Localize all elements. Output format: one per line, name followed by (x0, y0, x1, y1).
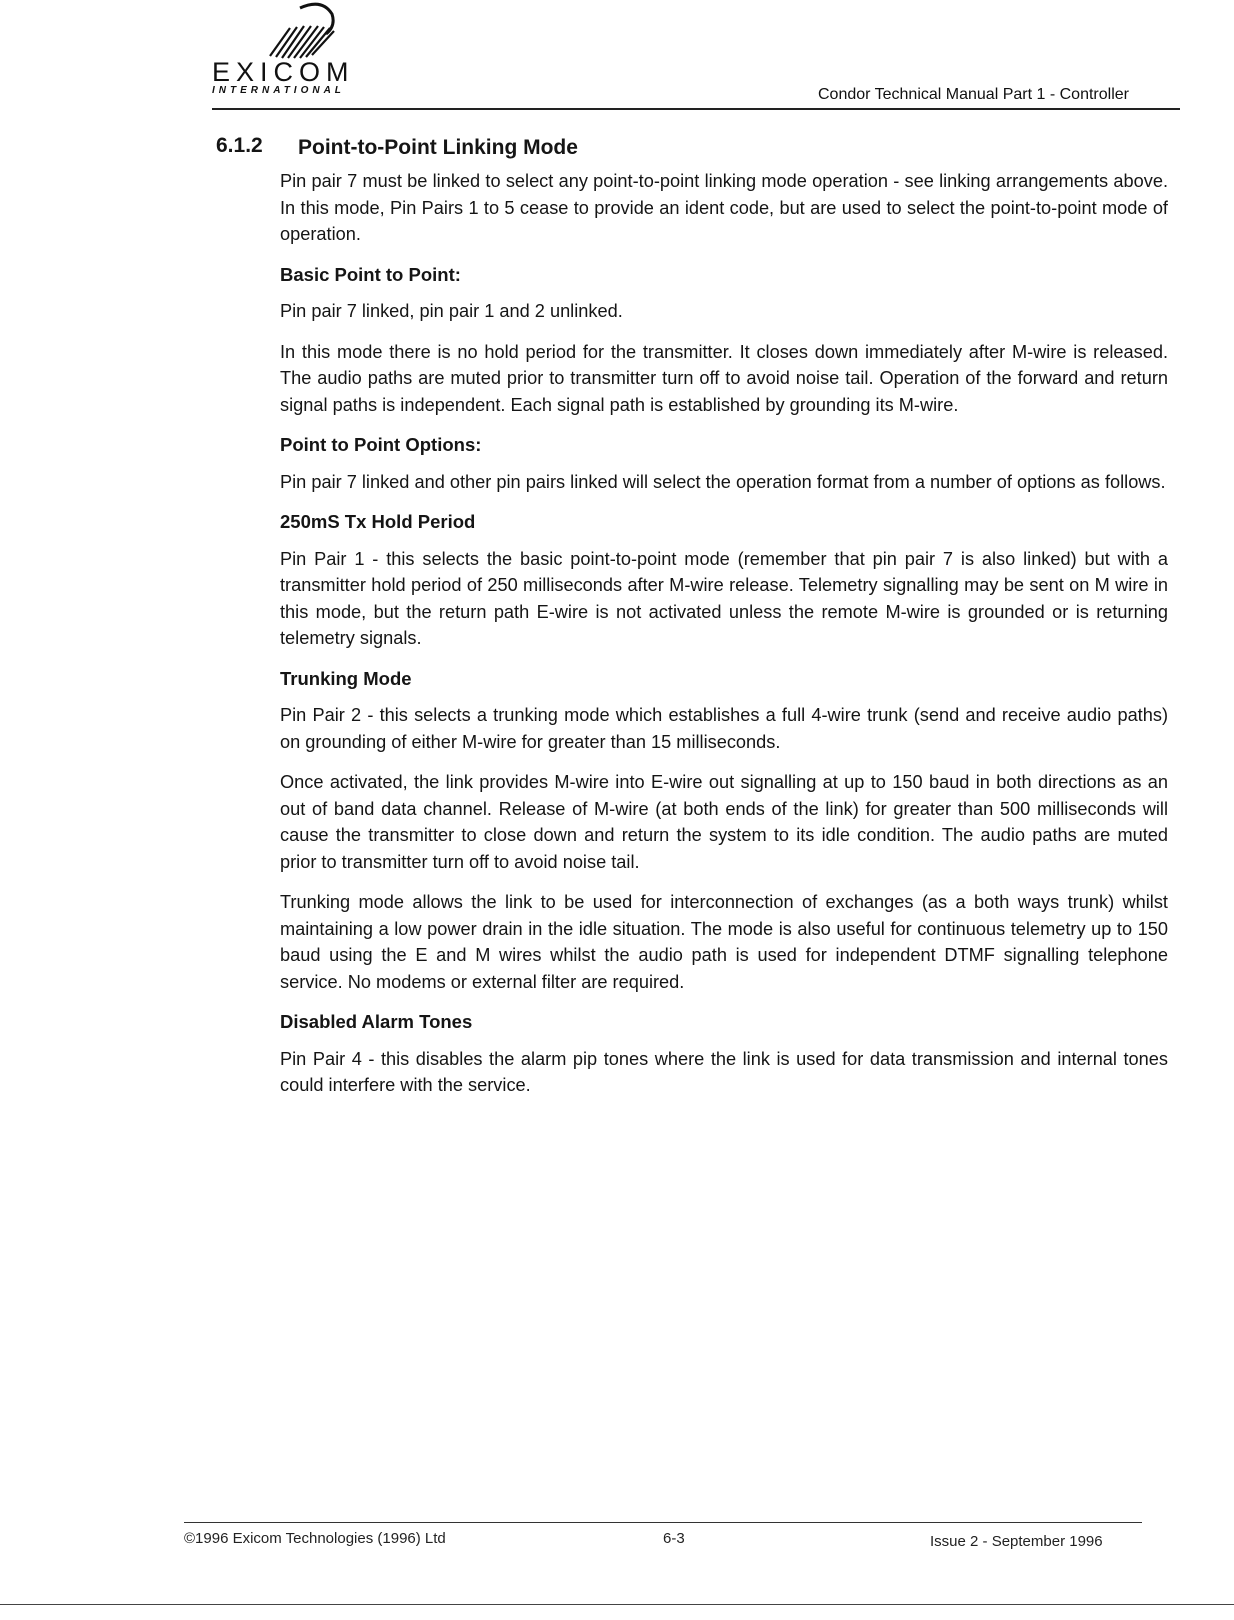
exicom-logo (212, 0, 382, 100)
basic-heading: Basic Point to Point: (280, 263, 461, 285)
section-title: Point-to-Point Linking Mode (298, 136, 578, 159)
header-divider (212, 108, 1180, 110)
section-number: 6.1.2 (216, 134, 263, 157)
basic-paragraph-1: Pin pair 7 linked, pin pair 1 and 2 unlinked. (280, 301, 623, 321)
options-heading: Point to Point Options: (280, 434, 482, 455)
scan-edge-line (0, 1604, 1234, 1605)
alarm-heading: Disabled Alarm Tones (280, 1011, 473, 1032)
trunking-heading: Trunking Mode (280, 667, 412, 689)
intro-paragraph: Pin pair 7 must be linked to select any point-to-point linking mode operation - see linking arrangements above. In this mode, Pin Pairs 1 to 5 cease to provide an ident code, but are used to select the point-to-point mode of operation. (280, 171, 1168, 244)
basic-paragraph-2: In this mode there is no hold period for the transmitter. It closes down immediately after M-wire is released. The audio paths are muted prior to transmitter turn off to avoid noise tail. Operation of the forward and return signal paths is independent. Each signal path is established by grounding its M-wire. (280, 341, 1168, 415)
issue-text: Issue 2 - September 1996 (930, 1533, 1103, 1550)
hold-period-heading: 250mS Tx Hold Period (280, 511, 476, 532)
trunking-paragraph-2: Once activated, the link provides M-wire into E-wire out signalling at up to 150 baud in both directions as an out of band data channel. Release of M-wire (at both ends of the link) for greater than 500 milliseconds will cause the transmitter to close down and return the system to its idle condition. The audio paths are muted prior to transmitter turn off to avoid noise tail. (280, 772, 1168, 872)
logo-subtitle: INTERNATIONAL (212, 85, 345, 96)
trunking-paragraph-1: Pin Pair 2 - this selects a trunking mode which establishes a full 4-wire trunk (send and receive audio paths) on grounding of either M-wire for greater than 15 milliseconds. (280, 705, 1168, 752)
logo-wordmark: EXICOM (212, 57, 355, 87)
manual-title: Condor Technical Manual Part 1 - Controller (818, 86, 1129, 103)
trunking-paragraph-3: Trunking mode allows the link to be used for interconnection of exchanges (as a both ways trunk) whilst maintaining a low power drain in the idle situation. The mode is also useful for continuous telemetry up to 150 baud using the E and M wires whilst the audio path is used for independent DTMF signalling telephone service. No modems or external filter are required. (280, 892, 1168, 992)
page-number: 6-3 (663, 1530, 685, 1547)
copyright-text: ©1996 Exicom Technologies (1996) Ltd (184, 1530, 446, 1547)
hold-period-paragraph: Pin Pair 1 - this selects the basic point-to-point mode (remember that pin pair 7 is also linked) but with a transmitter hold period of 250 milliseconds after M-wire release. Telemetry signalling may be sent on M wire in this mode, but the return path E-wire is not activated unless the remote M-wire is grounded or is returning telemetry signals. (280, 548, 1168, 648)
options-paragraph: Pin pair 7 linked and other pin pairs linked will select the operation format from a number of options as follows. (280, 471, 1166, 492)
footer-divider (184, 1522, 1142, 1523)
alarm-paragraph: Pin Pair 4 - this disables the alarm pip tones where the link is used for data transmission and internal tones could interfere with the service. (280, 1048, 1168, 1095)
logo-mark-icon (260, 0, 350, 60)
section-content (280, 168, 1168, 1113)
